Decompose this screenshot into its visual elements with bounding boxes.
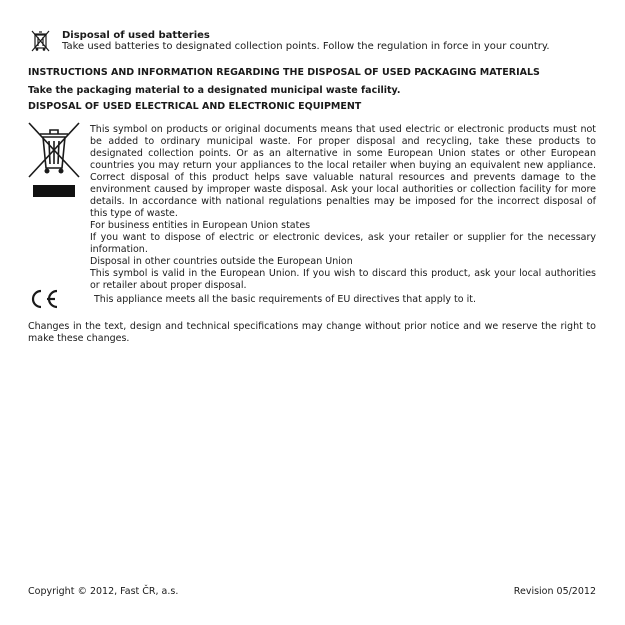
business-text: If you want to dispose of electric or electronic devices, ask your retailer or supplier for the necessary information. (90, 232, 596, 255)
packaging-text: Take the packaging material to a designated municipal waste facility. (28, 85, 401, 96)
batteries-title: Disposal of used batteries (62, 30, 210, 41)
copyright: Copyright © 2012, Fast ČR, a.s. (28, 586, 179, 597)
crossed-bin-large-icon (26, 120, 82, 180)
other-countries-text: This symbol is valid in the European Union. If you wish to discard this product, ask your local authorities or retailer about proper disposal. (90, 268, 596, 291)
weee-paragraph: This symbol on products or original documents means that used electric or electronic products must not be added to ordinary municipal waste. For proper disposal and recycling, take these products to designated collection points. Or as an alternative in some European Union states or other European countries you may return your appliances to the local retailer when buying an equivalent new appliance. Correct disposal of this product helps save valuable natural resources and prevents damage to the environment caused by improper waste disposal. Ask your local authorities or collection facility for more details. In accordance with national regulations penalties may be imposed for the incorrect disposal of this type of waste. (90, 124, 596, 219)
weee-black-bar (33, 185, 75, 197)
other-countries-heading: Disposal in other countries outside the European Union (90, 256, 353, 267)
changes-notice: Changes in the text, design and technical specifications may change without prior notice and we reserve the right to make these changes. (28, 321, 596, 344)
weee-text-block (90, 124, 596, 292)
revision: Revision 05/2012 (513, 586, 596, 597)
batteries-text: Take used batteries to designated collection points. Follow the regulation in force in your country. (62, 41, 550, 52)
packaging-heading: INSTRUCTIONS AND INFORMATION REGARDING THE DISPOSAL OF USED PACKAGING MATERIALS (28, 67, 540, 78)
ce-text: This appliance meets all the basic requirements of EU directives that apply to it. (94, 294, 476, 305)
weee-heading: DISPOSAL OF USED ELECTRICAL AND ELECTRONIC EQUIPMENT (28, 101, 362, 112)
business-heading: For business entities in European Union states (90, 220, 311, 231)
crossed-bin-small-icon (30, 28, 52, 54)
ce-mark-icon (28, 288, 60, 310)
